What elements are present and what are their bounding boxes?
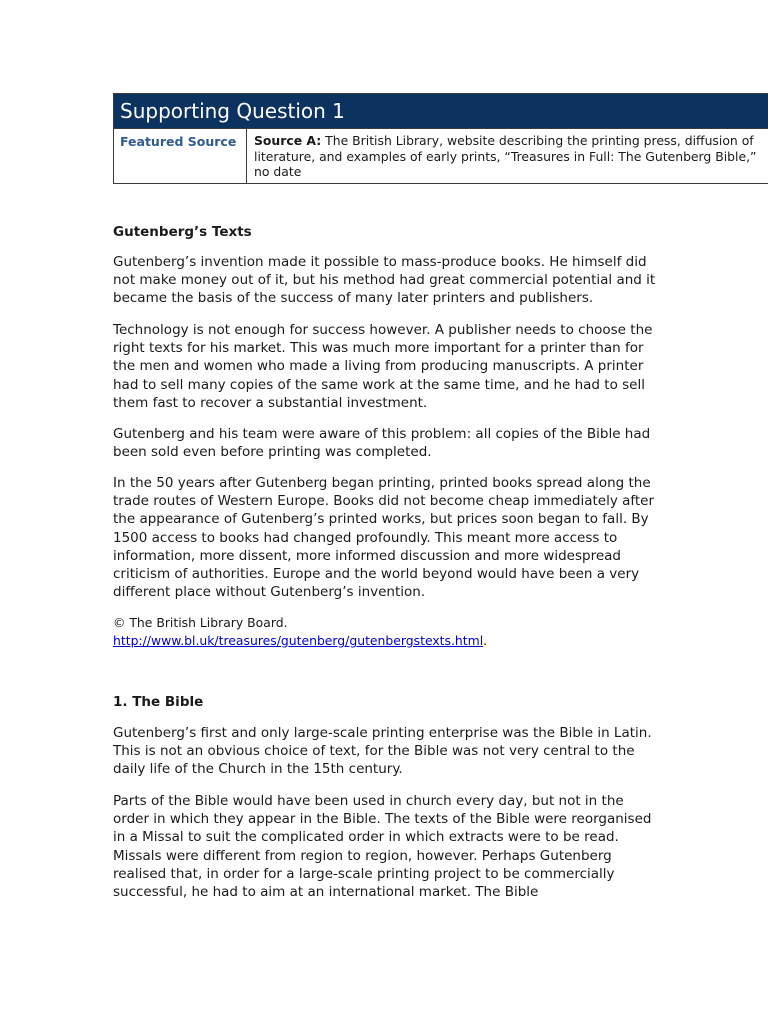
paragraph: In the 50 years after Gutenberg began printing, printed books spread along the trade routes of Western Europe. Books did not become cheap immediately after the appearance of Gutenberg’s printed works, but prices soon began to fall. By 1500 access to books had changed profoundly. This meant more access to information, more dissent, more informed discussion and more widespread criticism of authorities. Europe and the world beyond would have been a very different place without Gutenberg’s invention. — [113, 475, 655, 601]
source-url-link[interactable]: http://www.bl.uk/treasures/gutenberg/gutenbergstexts.html — [113, 633, 484, 648]
paragraph: Gutenberg’s invention made it possible to mass-produce books. He himself did not make money out of it, but his method had great commercial potential and it became the basis of the success of many later printers and publishers. — [113, 254, 656, 307]
featured-source-label: Featured Source — [114, 129, 247, 183]
paragraph: Parts of the Bible would have been used in church every day, but not in the order in which they appear in the Bible. The texts of the Bible were reorganised in a Missal to suit the complicated order in which extracts were to be read. Missals were different from region to region, however. Perhaps Gutenberg realised that, in order for a large-scale printing project to be commercially successful, he had to aim at an international market. The Bible — [113, 793, 652, 901]
section-heading-gutenbergs-texts: Gutenberg’s Texts — [113, 224, 252, 240]
supporting-question-table — [113, 93, 768, 184]
paragraph: Technology is not enough for success however. A publisher needs to choose the right texts for his market. This was much more important for a printer than for the men and women who made a living from producing manuscripts. A printer had to sell many copies of the same work at the same time, and he had to sell them fast to recover a substantial investment. — [113, 322, 653, 411]
source-url-suffix: . — [483, 633, 488, 648]
featured-source-description — [247, 129, 768, 183]
supporting-question-title: Supporting Question 1 — [114, 94, 768, 128]
source-link-line — [113, 632, 658, 650]
featured-source-row — [114, 128, 768, 183]
paragraph: Gutenberg and his team were aware of this problem: all copies of the Bible had been sold even before printing was completed. — [113, 426, 651, 461]
section-heading-the-bible: 1. The Bible — [113, 694, 204, 710]
source-lead: Source A: — [254, 133, 322, 148]
copyright-credit — [113, 614, 658, 650]
copyright-text: © The British Library Board. — [113, 615, 288, 630]
source-text: The British Library, website describing the printing press, diffusion of literature, and examples of early prints, “Treasures in Full: The Gutenberg Bible,” no date — [254, 133, 757, 179]
paragraph: Gutenberg’s first and only large-scale printing enterprise was the Bible in Latin. This is not an obvious choice of text, for the Bible was not very central to the daily life of the Church in the 15th century. — [113, 725, 652, 778]
